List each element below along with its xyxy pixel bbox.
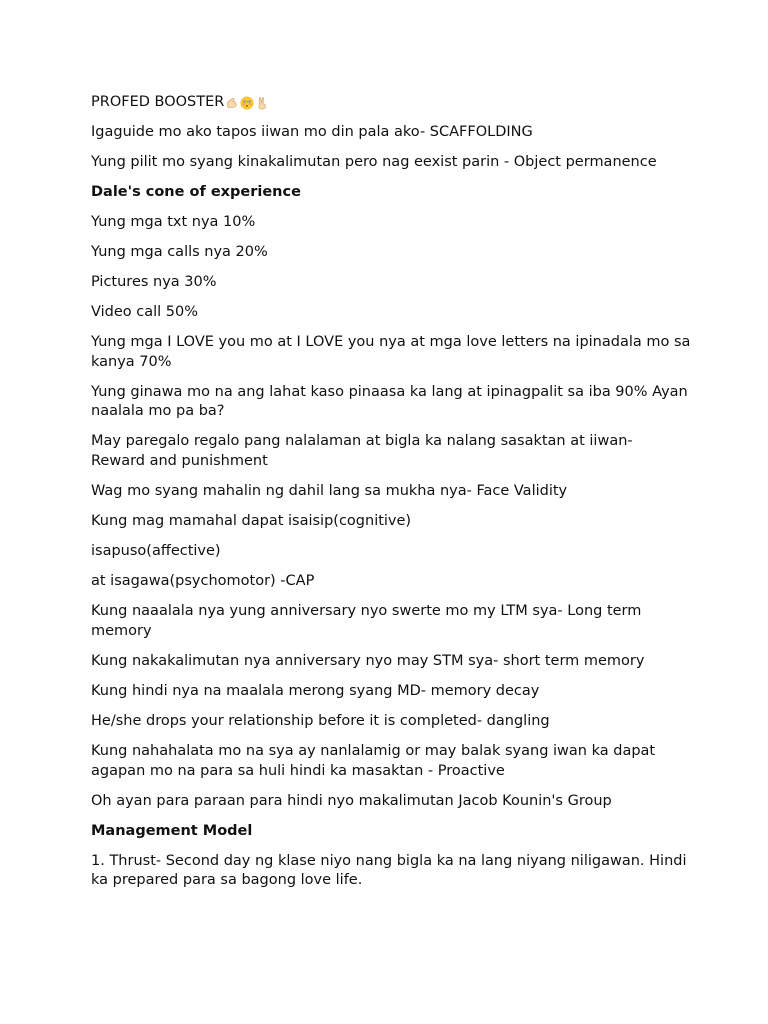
section-heading: Dale's cone of experience [91, 183, 301, 200]
paragraph: Yung mga I LOVE you mo at I LOVE you nya at mga love letters na ipinadala mo sa kanya 70% [91, 333, 691, 370]
document-page [91, 93, 691, 901]
paragraph: Oh ayan para paraan para hindi nyo makalimutan Jacob Kounin's Group [91, 792, 612, 809]
paragraph: He/she drops your relationship before it is completed- dangling [91, 712, 550, 729]
paragraph: May paregalo regalo pang nalalaman at bigla ka nalang sasaktan at iiwan- Reward and punishment [91, 433, 633, 470]
paragraph: Kung hindi nya na maalala merong syang MD- memory decay [91, 682, 540, 699]
paragraph: 1. Thrust- Second day ng klase niyo nang bigla ka na lang niyang niligawan. Hindi ka prepared para sa bagong love life. [91, 852, 687, 889]
document-body [91, 123, 691, 891]
paragraph: Kung mag mamahal dapat isaisip(cognitive) [91, 513, 412, 530]
paragraph: Yung mga calls nya 20% [91, 243, 268, 260]
section-heading: Management Model [91, 822, 253, 839]
paragraph: Kung naaalala nya yung anniversary nyo swerte mo my LTM sya- Long term memory [91, 603, 642, 639]
paragraph: Yung mga txt nya 10% [91, 213, 256, 230]
paragraph: Pictures nya 30% [91, 273, 217, 290]
flushed-face-icon [240, 96, 254, 110]
paragraph: Wag mo syang mahalin ng dahil lang sa mukha nya- Face Validity [91, 483, 568, 500]
victory-hand-icon [255, 96, 269, 110]
document-title-line [91, 93, 691, 113]
paragraph: Yung ginawa mo na ang lahat kaso pinaasa ka lang at ipinagpalit sa iba 90% Ayan naalala mo pa ba? [91, 383, 688, 420]
paragraph: Kung nakakalimutan nya anniversary nyo may STM sya- short term memory [91, 652, 645, 669]
paragraph: Igaguide mo ako tapos iiwan mo din pala ako- SCAFFOLDING [91, 123, 533, 140]
paragraph: at isagawa(psychomotor) -CAP [91, 573, 315, 590]
flexed-biceps-icon [225, 96, 239, 110]
paragraph: Kung nahahalata mo na sya ay nanlalamig or may balak syang iwan ka dapat agapan mo na para sa huli hindi ka masaktan - Proactive [91, 742, 656, 779]
paragraph: Yung pilit mo syang kinakalimutan pero nag eexist parin - Object permanence [91, 153, 657, 170]
paragraph: Video call 50% [91, 303, 198, 320]
document-title: PROFED BOOSTER [91, 94, 225, 110]
paragraph: isapuso(affective) [91, 543, 221, 560]
